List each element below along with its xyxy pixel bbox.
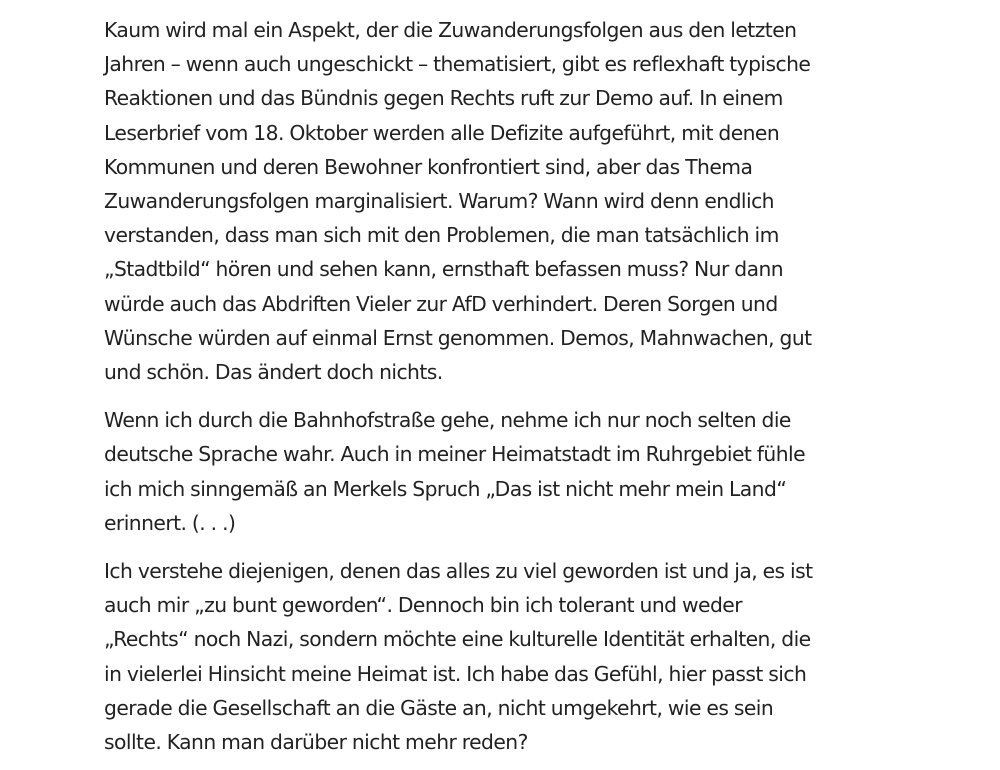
text-line: Kaum wird mal ein Aspekt, der die Zuwanderungsfolgen aus den letzten	[104, 18, 797, 42]
article-body	[104, 13, 894, 759]
text-line: in vielerlei Hinsicht meine Heimat ist. Ich habe das Gefühl, hier passt sich	[104, 661, 807, 686]
text-line: verstanden, dass man sich mit den Problemen, die man tatsächlich im	[104, 223, 779, 248]
text-line: „Rechts“ noch Nazi, sondern möchte eine kulturelle Identität erhalten, die	[104, 627, 811, 652]
paragraph-2	[104, 403, 894, 540]
text-line: sollte. Kann man darüber nicht mehr reden?	[104, 730, 528, 755]
text-line: Wünsche würden auf einmal Ernst genommen. Demos, Mahnwachen, gut	[104, 325, 812, 350]
text-line: „Stadtbild“ hören und sehen kann, ernsthaft befassen muss? Nur dann	[104, 257, 784, 282]
text-line: Kommunen und deren Bewohner konfrontiert sind, aber das Thema	[104, 154, 753, 179]
text-line: Zuwanderungsfolgen marginalisiert. Warum? Wann wird denn endlich	[104, 189, 774, 214]
text-line: deutsche Sprache wahr. Auch in meiner Heimatstadt im Ruhrgebiet fühle	[104, 442, 806, 467]
text-line: und schön. Das ändert doch nichts.	[104, 360, 443, 385]
text-line: auch mir „zu bunt geworden“. Dennoch bin ich tolerant und weder	[104, 593, 742, 618]
text-line: erinnert. (. . .)	[104, 510, 236, 535]
text-line: Jahren – wenn auch ungeschickt – thematisiert, gibt es reflexhaft typische	[104, 52, 811, 77]
text-line: Reaktionen und das Bündnis gegen Rechts ruft zur Demo auf. In einem	[104, 86, 783, 111]
paragraph-1	[104, 13, 894, 389]
text-line: Ich verstehe diejenigen, denen das alles zu viel geworden ist und ja, es ist	[104, 559, 813, 584]
text-line: Wenn ich durch die Bahnhofstraße gehe, nehme ich nur noch selten die	[104, 408, 791, 433]
text-line: würde auch das Abdriften Vieler zur AfD verhindert. Deren Sorgen und	[104, 291, 778, 316]
text-line: gerade die Gesellschaft an die Gäste an, nicht umgekehrt, wie es sein	[104, 695, 774, 720]
text-line: Leserbrief vom 18. Oktober werden alle Defizite aufgeführt, mit denen	[104, 120, 780, 145]
paragraph-3	[104, 554, 894, 759]
text-line: ich mich sinngemäß an Merkels Spruch „Das ist nicht mehr mein Land“	[104, 476, 787, 501]
